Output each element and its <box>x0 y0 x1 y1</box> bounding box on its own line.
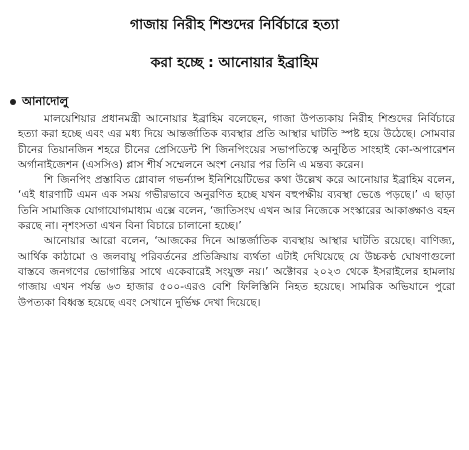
byline <box>10 94 469 110</box>
headline-line-1: গাজায় নিরীহ শিশুদের নির্বিচারে হত্যা <box>129 17 340 33</box>
paragraph-2: শি জিনপিং প্রস্তাবিত গ্লোবাল গভর্ন্যান্স ইনিশিয়েটিভের কথা উল্লেখ করে আনোয়ার ইব্রাহিম বলেন, ‘এই ধারণাটি এমন এক সময় গভীরভাবে অনুরণিত হচ্ছে যখন বহুপক্ষীয় ব্যবস্থা ভেঙে পড়ছে।’ এ ছাড়া তিনি সামাজিক যোগাযোগমাধ্যম এক্সে বলেন, ‘জাতিসংঘ এখন আর নিজেকে সংস্কারের আকাঙ্ক্ষাও বহন করছে না। নৃশংসতা এখন বিনা বিচারে চালানো হচ্ছে।’ <box>18 174 455 233</box>
paragraph-1: মালয়েশিয়ার প্রধানমন্ত্রী আনোয়ার ইব্রাহিম বলেছেন, গাজা উপত্যকায় নিরীহ শিশুদের নির্বিচারে হত্যা করা হচ্ছে এবং এর মধ্য দিয়ে আন্তর্জাতিক ব্যবস্থার প্রতি আস্থার ঘাটতি স্পষ্ট হয়ে উঠেছে। সোমবার চীনের তিয়ানজিন শহরে চীনের প্রেসিডেন্ট শি জিনপিংয়ের সভাপতিত্বে অনুষ্ঠিত সাংহাই কো-অপারেশন অর্গানাইজেশন (এসসিও) প্লাস শীর্ষ সম্মেলনে অংশ নেয়ার পর তিনি এ মন্তব্য করেন। <box>18 113 455 171</box>
byline-source: আনাদোলু <box>22 93 69 108</box>
article-body <box>18 112 455 311</box>
paragraph-3: আনোয়ার আরো বলেন, ‘আজকের দিনে আন্তর্জাতিক ব্যবস্থায় আস্থার ঘাটতি রয়েছে। বাণিজ্য, আর্থিক কাঠামো ও জলবায়ু পরিবর্তনের প্রতিক্রিয়ায় ব্যর্থতা এটাই দেখিয়েছে যে উচ্চকণ্ঠ ঘোষণাগুলো বাস্তবে জনগণের ভোগান্তির সাথে একেবারেই সংযুক্ত নয়।’ অক্টোবর ২০২৩ থেকে ইসরাইলের হামলায় গাজায় এখন পর্যন্ত ৬৩ হাজার ৫০০-এরও বেশি ফিলিস্তিনি নিহত হয়েছে। সামরিক অভিযানে পুরো উপত্যকা বিধ্বস্ত হয়েছে এবং সেখানে দুর্ভিক্ষ দেখা দিয়েছে। <box>18 235 455 309</box>
headline <box>0 6 469 82</box>
bullet-icon <box>10 99 16 105</box>
headline-line-2: করা হচ্ছে : আনোয়ার ইব্রাহিম <box>150 55 319 71</box>
